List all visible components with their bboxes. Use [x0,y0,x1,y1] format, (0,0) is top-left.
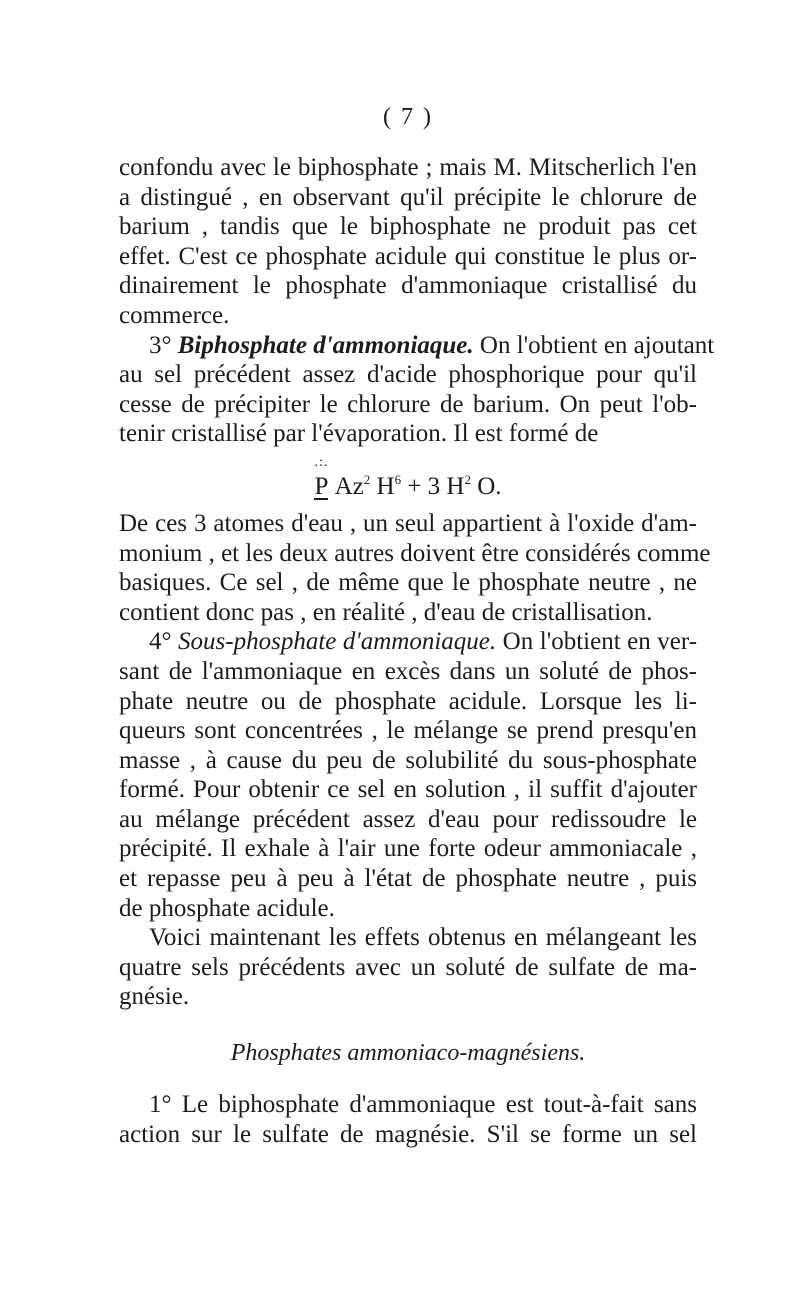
formula-h2: H [446,472,465,500]
text-line: Voici maintenant les effets obtenus en mélangeant les [149,924,697,952]
formula-h: H [376,472,395,500]
formula-o: O. [477,472,502,500]
item-number: 3° [149,331,172,359]
text-line: de phosphate acidule. [119,894,335,922]
text-line: précipité. Il exhale à l'air une forte odeur ammoniacale , [119,835,697,863]
paragraph-2 [119,331,715,449]
formula-az-sup: 2 [363,471,371,487]
text-line: basiques. Ce sel , de même que le phosphate neutre , ne [119,569,697,597]
text-line: tenir cristallisé par l'évaporation. Il est formé de [119,420,599,448]
formula-coef: 3 [427,472,441,500]
paragraph-6 [119,1090,697,1149]
text-line: phate neutre ou de phosphate acidule. Lorsque les li- [119,687,697,715]
text-line: cesse de précipiter le chlorure de barium. On peut l'ob- [119,390,697,418]
formula-h2-sup: 2 [464,471,471,487]
document-page [119,104,715,1149]
item-title: Sous-phosphate d'ammoniaque. [178,628,497,656]
text-line: quatre sels précédents avec un soluté de sulfate de ma- [119,953,697,981]
text-fragment: On l'obtient en ajoutant [479,331,715,359]
section-title: Phosphates ammoniaco-magnésiens. [230,1040,586,1067]
chemical-formula [119,454,697,500]
text-line: barium , tandis que le biphosphate ne produit pas cet [119,213,697,241]
text-line: 1° Le biphosphate d'ammoniaque est tout-à-fait sans [149,1091,697,1119]
paragraph-5 [119,923,697,1012]
formula-az: Az [334,472,364,500]
formula-h-sup: 6 [394,471,402,487]
page-number: ( 7 ) [383,104,433,130]
text-line: queurs sont concentrées , le mélange se prend presqu'en [119,717,697,745]
text-line: au sel précédent assez d'acide phosphorique pour qu'il [119,361,697,389]
text-line: contient donc pas , en réalité , d'eau de cristallisation. [119,598,653,626]
text-line: commerce. [119,301,230,329]
text-line [119,331,715,361]
text-line: De ces 3 atomes d'eau , un seul appartient à l'oxide d'am- [119,509,697,537]
text-line: formé. Pour obtenir ce sel en solution , il suffit d'ajouter [119,776,697,804]
text-line: et repasse peu à peu à l'état de phosphate neutre , puis [119,865,697,893]
item-title: Biphosphate d'ammoniaque. [177,331,474,359]
paragraph-4 [119,627,697,923]
formula-dots: .:. [314,454,329,470]
formula-phosphorus [314,454,329,500]
paragraph-1 [119,153,697,331]
text-line: confondu avec le biphosphate ; mais M. Mitscherlich l'en [119,154,697,181]
text-line [119,627,697,657]
text-line: action sur le sulfate de magnésie. S'il se forme un sel [119,1120,697,1148]
item-number: 4° [149,628,172,656]
text-line: gnésie. [119,983,190,1011]
text-line: a distingué , en observant qu'il précipite le chlorure de [119,183,697,211]
text-line: effet. C'est ce phosphate acidule qui constitue le plus or- [119,242,697,270]
text-line: au mélange précédent assez d'eau pour redissoudre le [119,805,697,833]
formula-p-symbol: P [314,472,329,500]
text-line: dinairement le phosphate d'ammoniaque cristallisé du [119,272,697,300]
text-line: sant de l'ammoniaque en excès dans un soluté de phos- [119,657,697,685]
text-line: masse , à cause du peu de solubilité du sous-phosphate [119,746,697,774]
text-fragment: On l'obtient en ver- [502,628,698,656]
paragraph-3 [119,509,711,627]
formula-plus: + [407,472,422,500]
text-line: monium , et les deux autres doivent être considérés comme [119,539,711,567]
